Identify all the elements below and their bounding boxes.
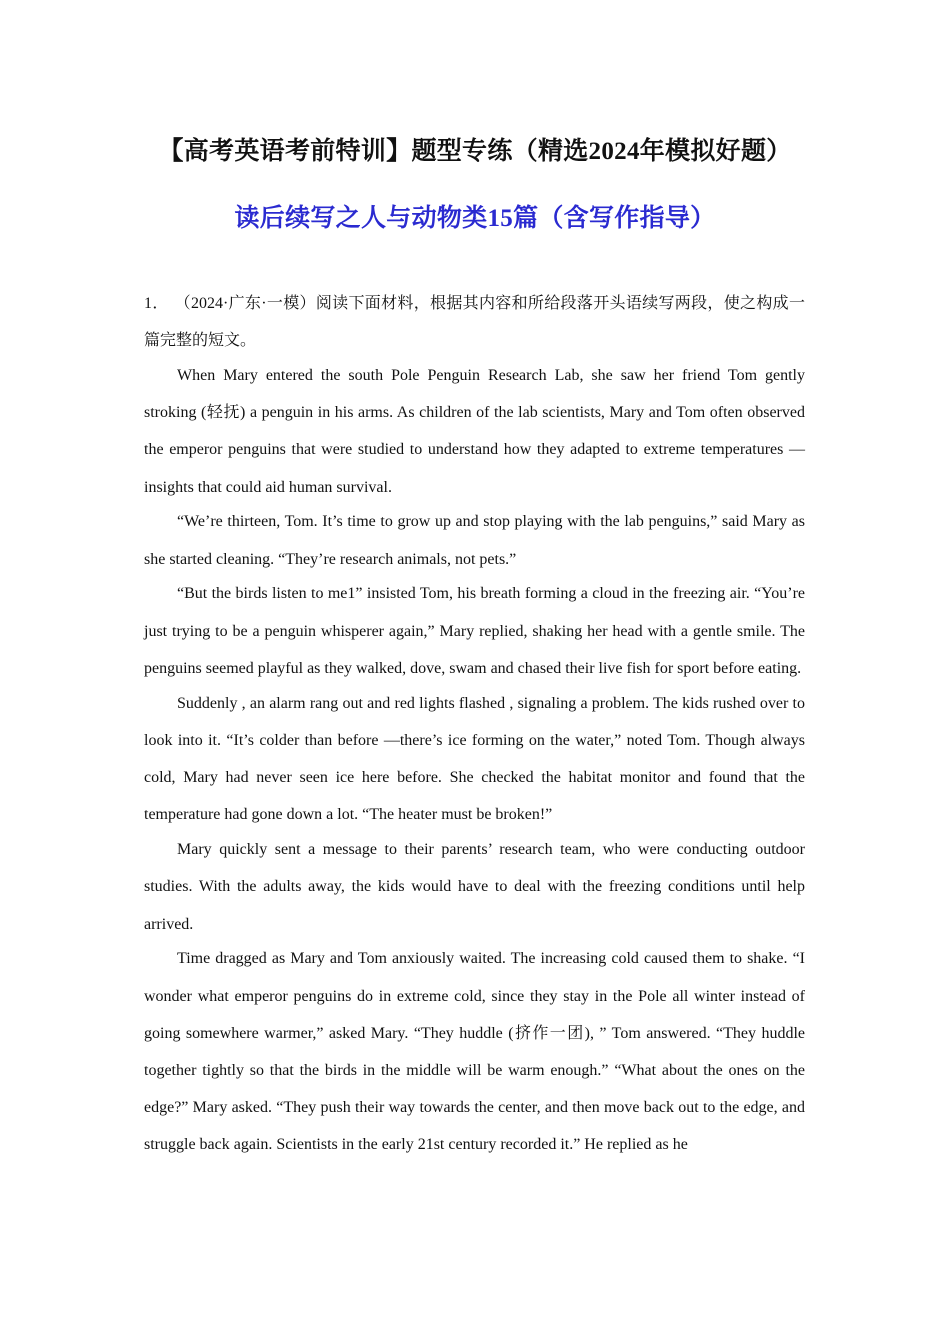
passage-paragraph-2: “We’re thirteen, Tom. It’s time to grow up and stop playing with the lab penguins,” said Mary as she started cleaning. “They’re research animals, not pets.” xyxy=(144,513,805,568)
passage-paragraph-3: “But the birds listen to me1” insisted Tom, his breath forming a cloud in the freezing air. “You’re just trying to be a penguin whisperer again,” Mary replied, shaking her head with a gentle smile. The penguins seemed playful as they walked, dove, swam and chased their live fish for sport before eating. xyxy=(144,585,805,677)
page-title: 【高考英语考前特训】题型专练（精选2024年模拟好题） xyxy=(158,138,792,165)
passage-paragraph-1: When Mary entered the south Pole Penguin Research Lab, she saw her friend Tom gently stroking (轻抚) a penguin in his arms. As children of the lab scientists, Mary and Tom often observed the emperor penguins that were studied to understand how they adapted to extreme temperatures —insights that could aid human survival. xyxy=(144,367,805,496)
passage-paragraph-4: Suddenly , an alarm rang out and red lights flashed , signaling a problem. The kids rushed over to look into it. “It’s colder than before —there’s ice forming on the water,” noted Tom. Though always cold, Mary had never seen ice here before. She checked the habitat monitor and found that the temperature had gone down a lot. “The heater must be broken!” xyxy=(144,694,805,824)
page-subtitle: 读后续写之人与动物类15篇（含写作指导） xyxy=(234,205,716,232)
instruction-text: （2024·广东·一模）阅读下面材料，根据其内容和所给段落开头语续写两段，使之构成一篇完整的短文。 xyxy=(144,295,805,350)
passage-paragraph-5: Mary quickly sent a message to their parents’ research team, who were conducting outdoor studies. With the adults away, the kids would have to deal with the freezing conditions until help arrived. xyxy=(144,841,805,933)
question-body xyxy=(144,285,805,1161)
question-number: 1． xyxy=(144,295,169,312)
passage-paragraph-6: Time dragged as Mary and Tom anxiously waited. The increasing cold caused them to shake. “I wonder what emperor penguins do in extreme cold, since they stay in the Pole all winter instead of going somewhere warmer,” asked Mary. “They huddle (挤作一团), ” Tom answered. “They huddle together tightly so that the birds in the middle will be warm enough.” “What about the ones on the edge?” Mary asked. “They push their way towards the center, and then move back out to the edge, and struggle back again. Scientists in the early 21st century recorded it.” He replied as he xyxy=(144,950,805,1154)
question-instruction xyxy=(144,285,805,359)
